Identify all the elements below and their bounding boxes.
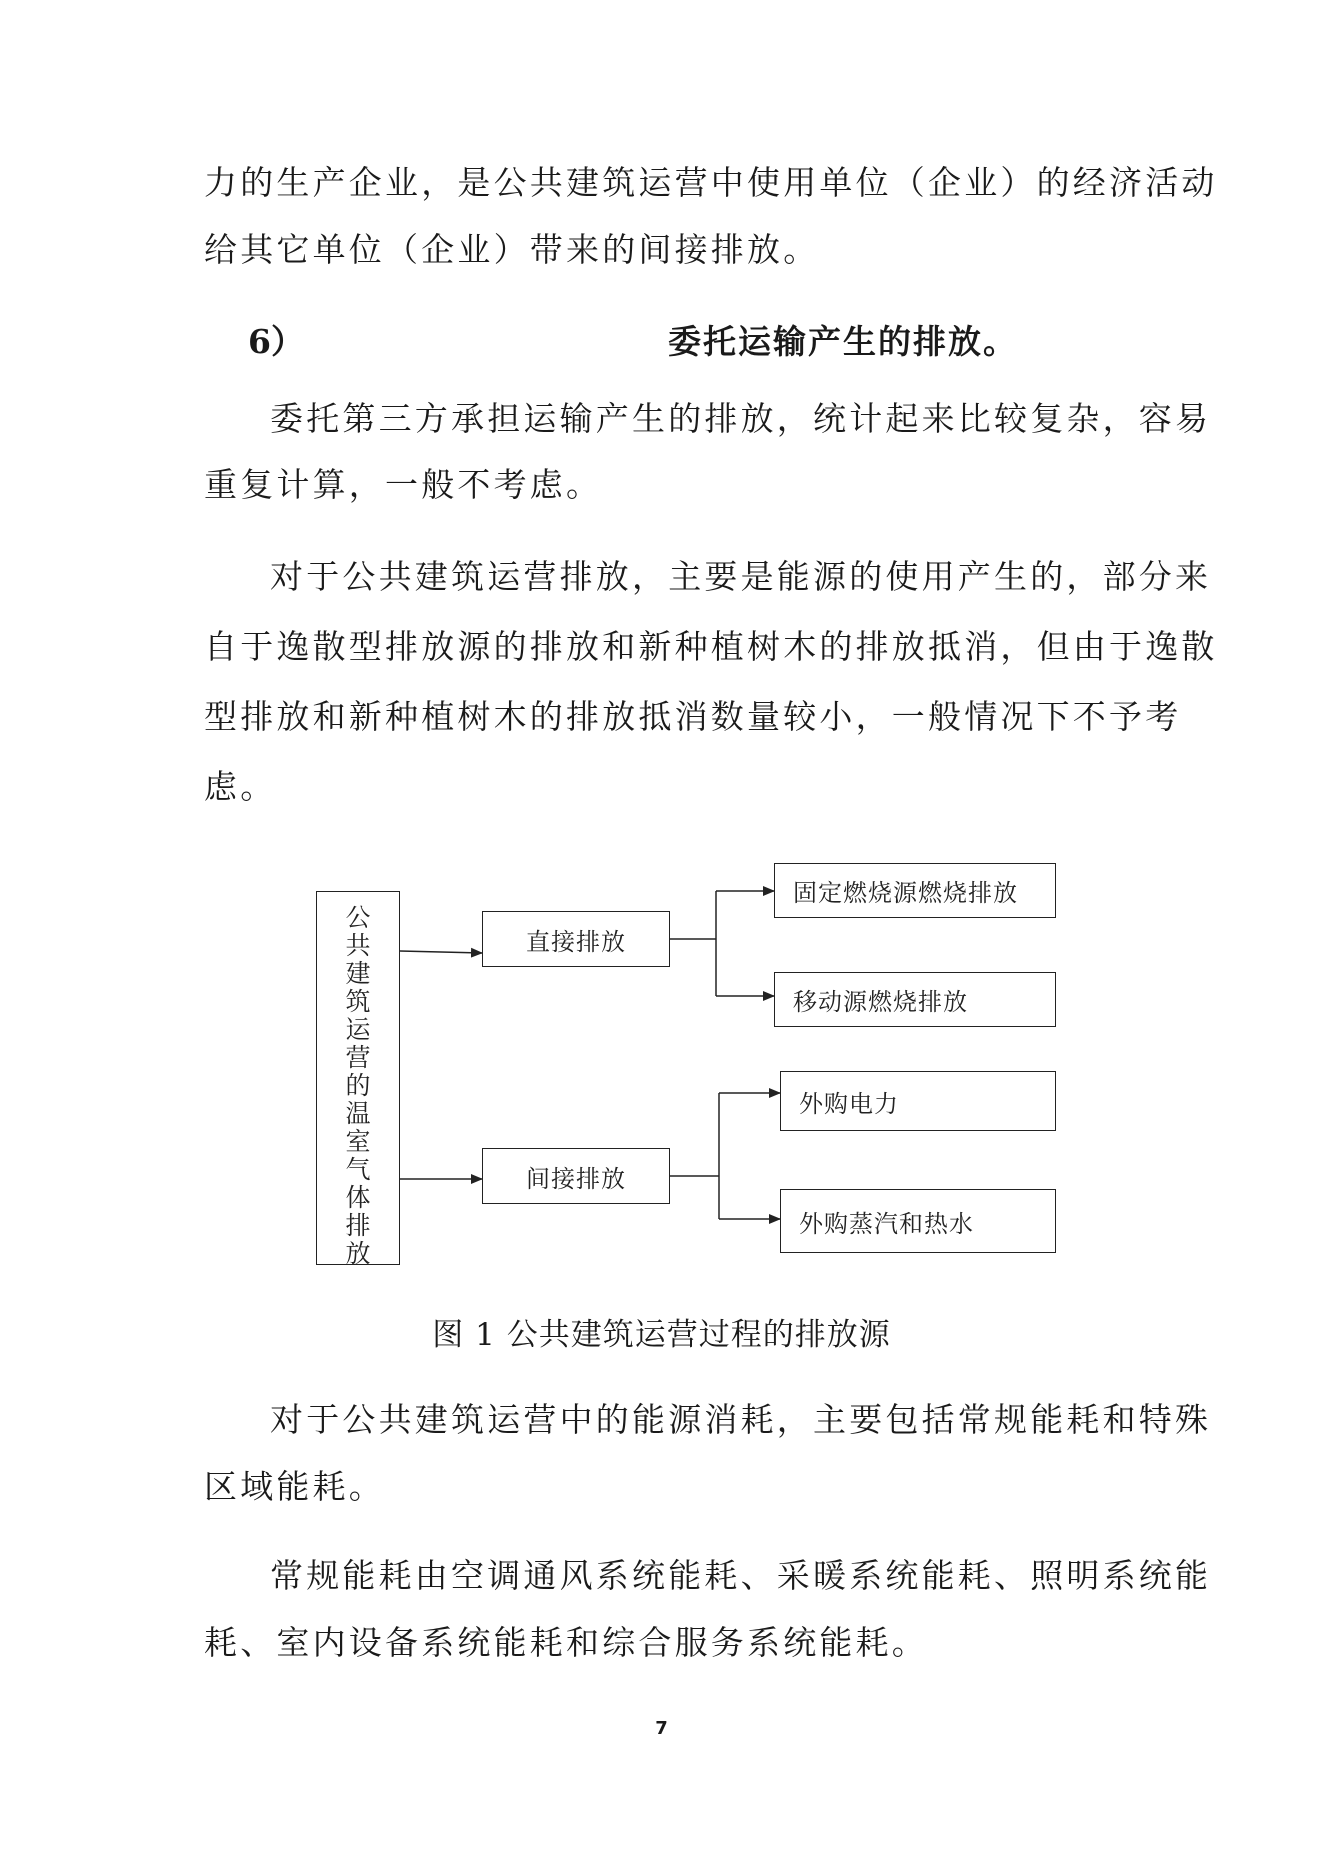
- paragraph-1-line-2: 给其它单位（企业）带来的间接排放。: [204, 230, 820, 269]
- root-char: 放: [345, 1239, 371, 1268]
- page-number: 7: [655, 1718, 668, 1739]
- fixed-combustion-box: 固定燃烧源燃烧排放: [774, 863, 1056, 918]
- root-char: 体: [345, 1183, 371, 1212]
- purchased-electricity-box: 外购电力: [780, 1071, 1056, 1131]
- paragraph-1-line-1: 力的生产企业，是公共建筑运营中使用单位（企业）的经济活动: [204, 163, 1218, 202]
- paragraph-2-line-2: 重复计算，一般不考虑。: [204, 465, 603, 504]
- root-char: 共: [345, 931, 371, 960]
- figure-caption: 图 1 公共建筑运营过程的排放源: [432, 1317, 891, 1353]
- mobile-combustion-box: 移动源燃烧排放: [774, 972, 1056, 1027]
- root-char: 的: [345, 1071, 371, 1100]
- root-char: 排: [345, 1211, 371, 1240]
- paragraph-3-line-4: 虑。: [204, 767, 277, 806]
- arrow-root-to-direct: [400, 951, 482, 953]
- root-char: 运: [345, 1015, 371, 1044]
- paragraph-5-line-1: 常规能耗由空调通风系统能耗、采暖系统能耗、照明系统能: [270, 1556, 1212, 1595]
- root-char: 温: [345, 1099, 371, 1128]
- root-char: 建: [345, 959, 371, 988]
- root-char: 室: [345, 1127, 371, 1156]
- paragraph-3-line-1: 对于公共建筑运营排放，主要是能源的使用产生的，部分来: [270, 557, 1212, 596]
- paragraph-2-line-1: 委托第三方承担运输产生的排放，统计起来比较复杂，容易: [270, 399, 1212, 438]
- root-char: 气: [345, 1155, 371, 1184]
- purchased-steam-box: 外购蒸汽和热水: [780, 1189, 1056, 1253]
- direct-emission-box: 直接排放: [482, 911, 670, 967]
- section-number: 6）: [248, 322, 304, 361]
- section-heading: 委托运输产生的排放。: [668, 322, 1018, 361]
- root-char: 公: [345, 903, 371, 932]
- paragraph-5-line-2: 耗、室内设备系统能耗和综合服务系统能耗。: [204, 1623, 928, 1662]
- root-label: [317, 904, 399, 1268]
- indirect-emission-box: 间接排放: [482, 1148, 670, 1204]
- root-char: 筑: [345, 987, 371, 1016]
- paragraph-4-line-1: 对于公共建筑运营中的能源消耗，主要包括常规能耗和特殊: [270, 1400, 1212, 1439]
- root-box: [316, 891, 400, 1268]
- paragraph-3-line-2: 自于逸散型排放源的排放和新种植树木的排放抵消，但由于逸散: [204, 627, 1218, 666]
- paragraph-4-line-2: 区域能耗。: [204, 1467, 385, 1506]
- root-char: 营: [345, 1043, 371, 1072]
- paragraph-3-line-3: 型排放和新种植树木的排放抵消数量较小，一般情况下不予考: [204, 697, 1182, 736]
